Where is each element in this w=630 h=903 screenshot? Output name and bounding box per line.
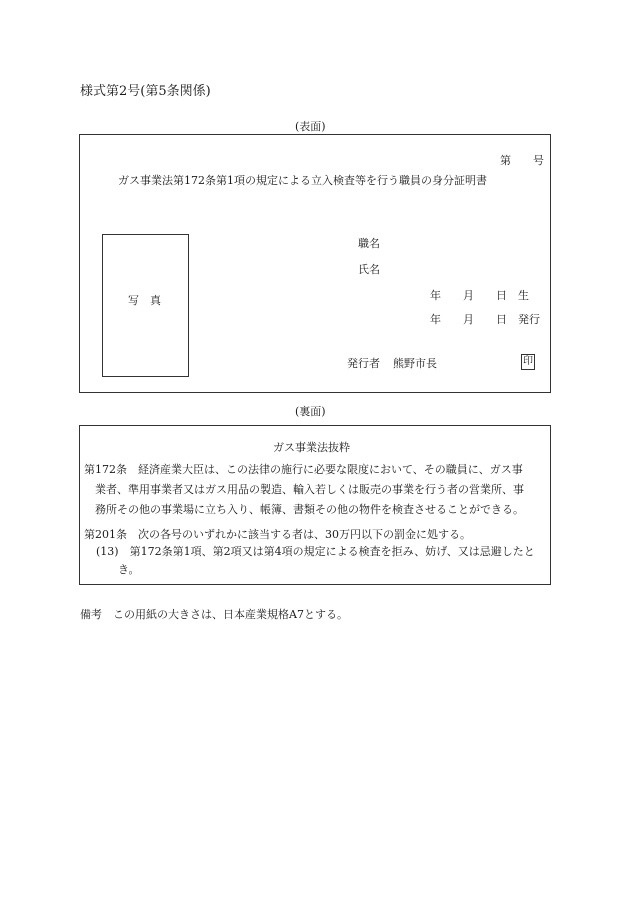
seal-mark: 印 <box>521 354 535 370</box>
issue-date-line: 年 月 日 発行 <box>430 313 540 326</box>
item-13-line-2: き。 <box>118 563 140 576</box>
front-section-label: (表面) <box>295 120 326 133</box>
position-label: 職名 <box>358 237 380 250</box>
form-title: 様式第2号(第5条関係) <box>80 84 211 99</box>
article-172-line-2: 業者、準用事業者又はガス用品の製造、輸入若しくは販売の事業を行う者の営業所、事 <box>95 483 524 496</box>
article-172-line-3: 務所その他の事業場に立ち入り、帳簿、書類その他の物件を検査させることができる。 <box>95 503 524 516</box>
remarks: 備考 この用紙の大きさは、日本産業規格A7とする。 <box>80 608 348 621</box>
item-13 <box>96 543 535 579</box>
article-172-line-1: 第172条 経済産業大臣は、この法律の施行に必要な限度において、その職員に、ガス事 <box>84 463 523 476</box>
item-13-line-1: (13) 第172条第1項、第2項又は第4項の規定による検査を拒み、妨げ、又は忌避したと <box>96 545 535 558</box>
certificate-number: 第 号 <box>500 154 544 167</box>
back-section-label: (裏面) <box>295 405 326 418</box>
article-172 <box>84 460 524 520</box>
name-label: 氏名 <box>358 263 380 276</box>
issuer-name: 熊野市長 <box>393 357 437 370</box>
article-201: 第201条 次の各号のいずれかに該当する者は、30万円以下の罰金に処する。 <box>84 528 471 541</box>
birth-date-line: 年 月 日 生 <box>430 289 529 302</box>
photo-label: 写 真 <box>128 294 161 307</box>
excerpt-title: ガス事業法抜粋 <box>273 441 350 454</box>
issuer-label: 発行者 <box>347 357 380 370</box>
certificate-title: ガス事業法第172条第1項の規定による立入検査等を行う職員の身分証明書 <box>118 174 487 187</box>
